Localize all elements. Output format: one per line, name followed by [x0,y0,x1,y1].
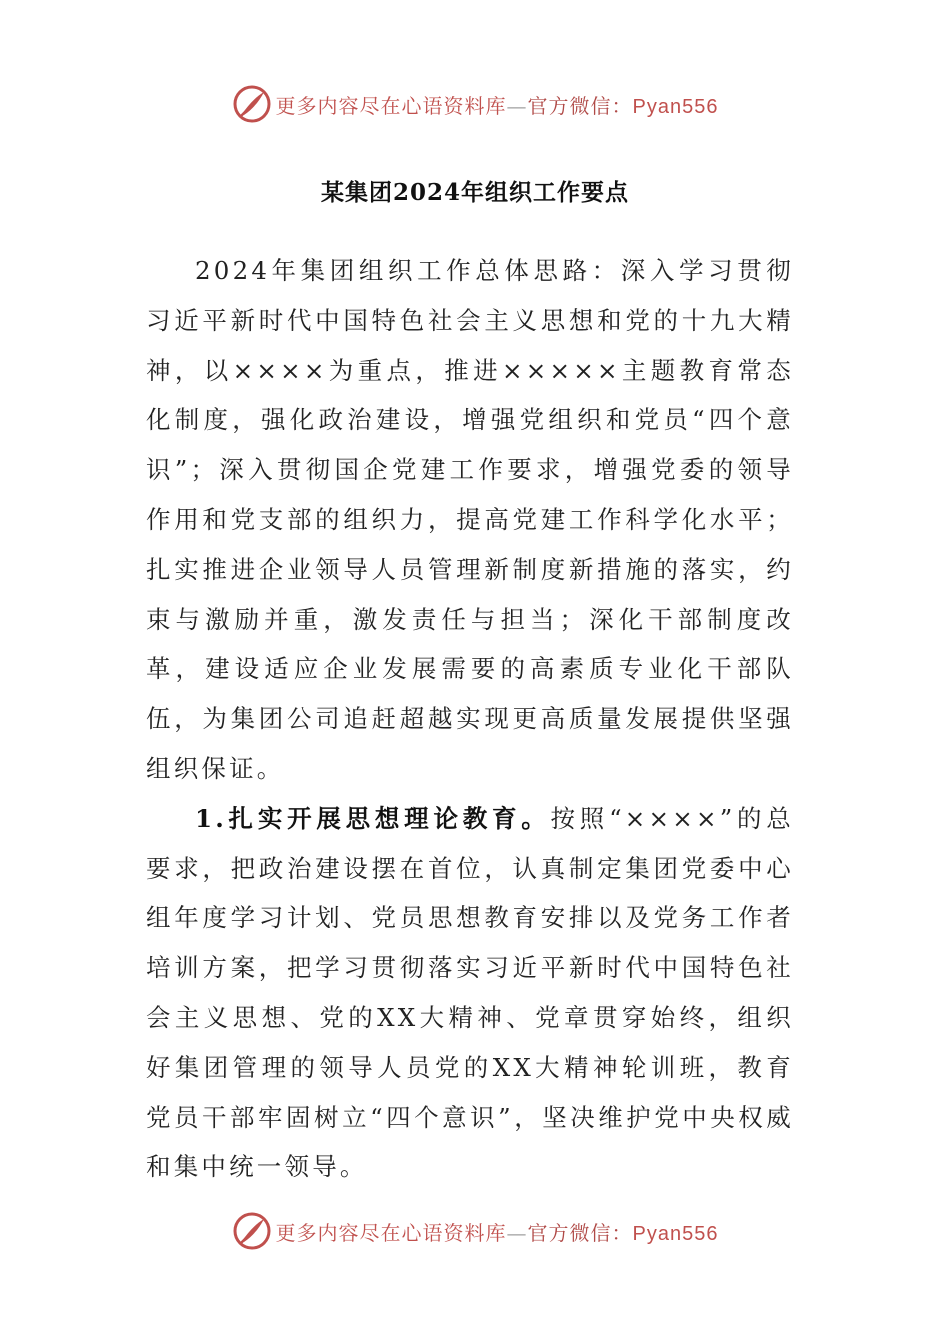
header-banner [0,80,950,128]
quill-logo-icon [232,1211,272,1251]
banner-prefix: 更多内容尽在心语资料库 [275,1220,507,1245]
paragraph-text: 2024年集团组织工作总体思路：深入学习贯彻习近平新时代中国特色社会主义思想和党的十九大精神，以××××为重点，推进×××××主题教育常态化制度，强化政治建设，增强党组织和党员“四个意识”；深入贯彻国企党建工作要求，增强党委的领导作用和党支部的组织力，提高党建工作科学化水平；扎实推进企业领导人员管理新制度新措施的落实，约束与激励并重，激发责任与担当；深化干部制度改革，建设适应企业发展需要的高素质专业化干部队伍，为集团公司追赶超越实现更高质量发展提供坚强组织保证。 [146,256,794,783]
banner-text [276,90,719,119]
quill-logo-icon [232,84,272,124]
banner-prefix: 更多内容尽在心语资料库 [275,93,507,118]
footer-banner [0,1207,950,1255]
paragraph-item-1 [146,794,794,1192]
banner-wechat-label: 官方微信： [527,1220,633,1245]
banner-separator: — [506,1220,528,1245]
banner-separator: — [506,93,528,118]
banner-wechat-id: Pyan556 [632,1222,719,1245]
document-body [146,246,794,1192]
document-title: 某集团2024年组织工作要点 [320,179,629,206]
paragraph-text: 按照“××××”的总要求，把政治建设摆在首位，认真制定集团党委中心组年度学习计划、党员思想教育安排以及党务工作者培训方案，把学习贯彻落实习近平新时代中国特色社会主义思想、党的XX大精神、党章贯穿始终，组织好集团管理的领导人员党的XX大精神轮训班，教育党员干部牢固树立“四个意识”，坚决维护党中央权威和集中统一领导。 [146,803,794,1182]
paragraph-intro [146,246,794,794]
paragraph-heading: 1.扎实开展思想理论教育。 [195,803,551,833]
banner-wechat-id: Pyan556 [632,95,719,118]
banner-wechat-label: 官方微信： [527,93,633,118]
banner-text [276,1217,719,1246]
